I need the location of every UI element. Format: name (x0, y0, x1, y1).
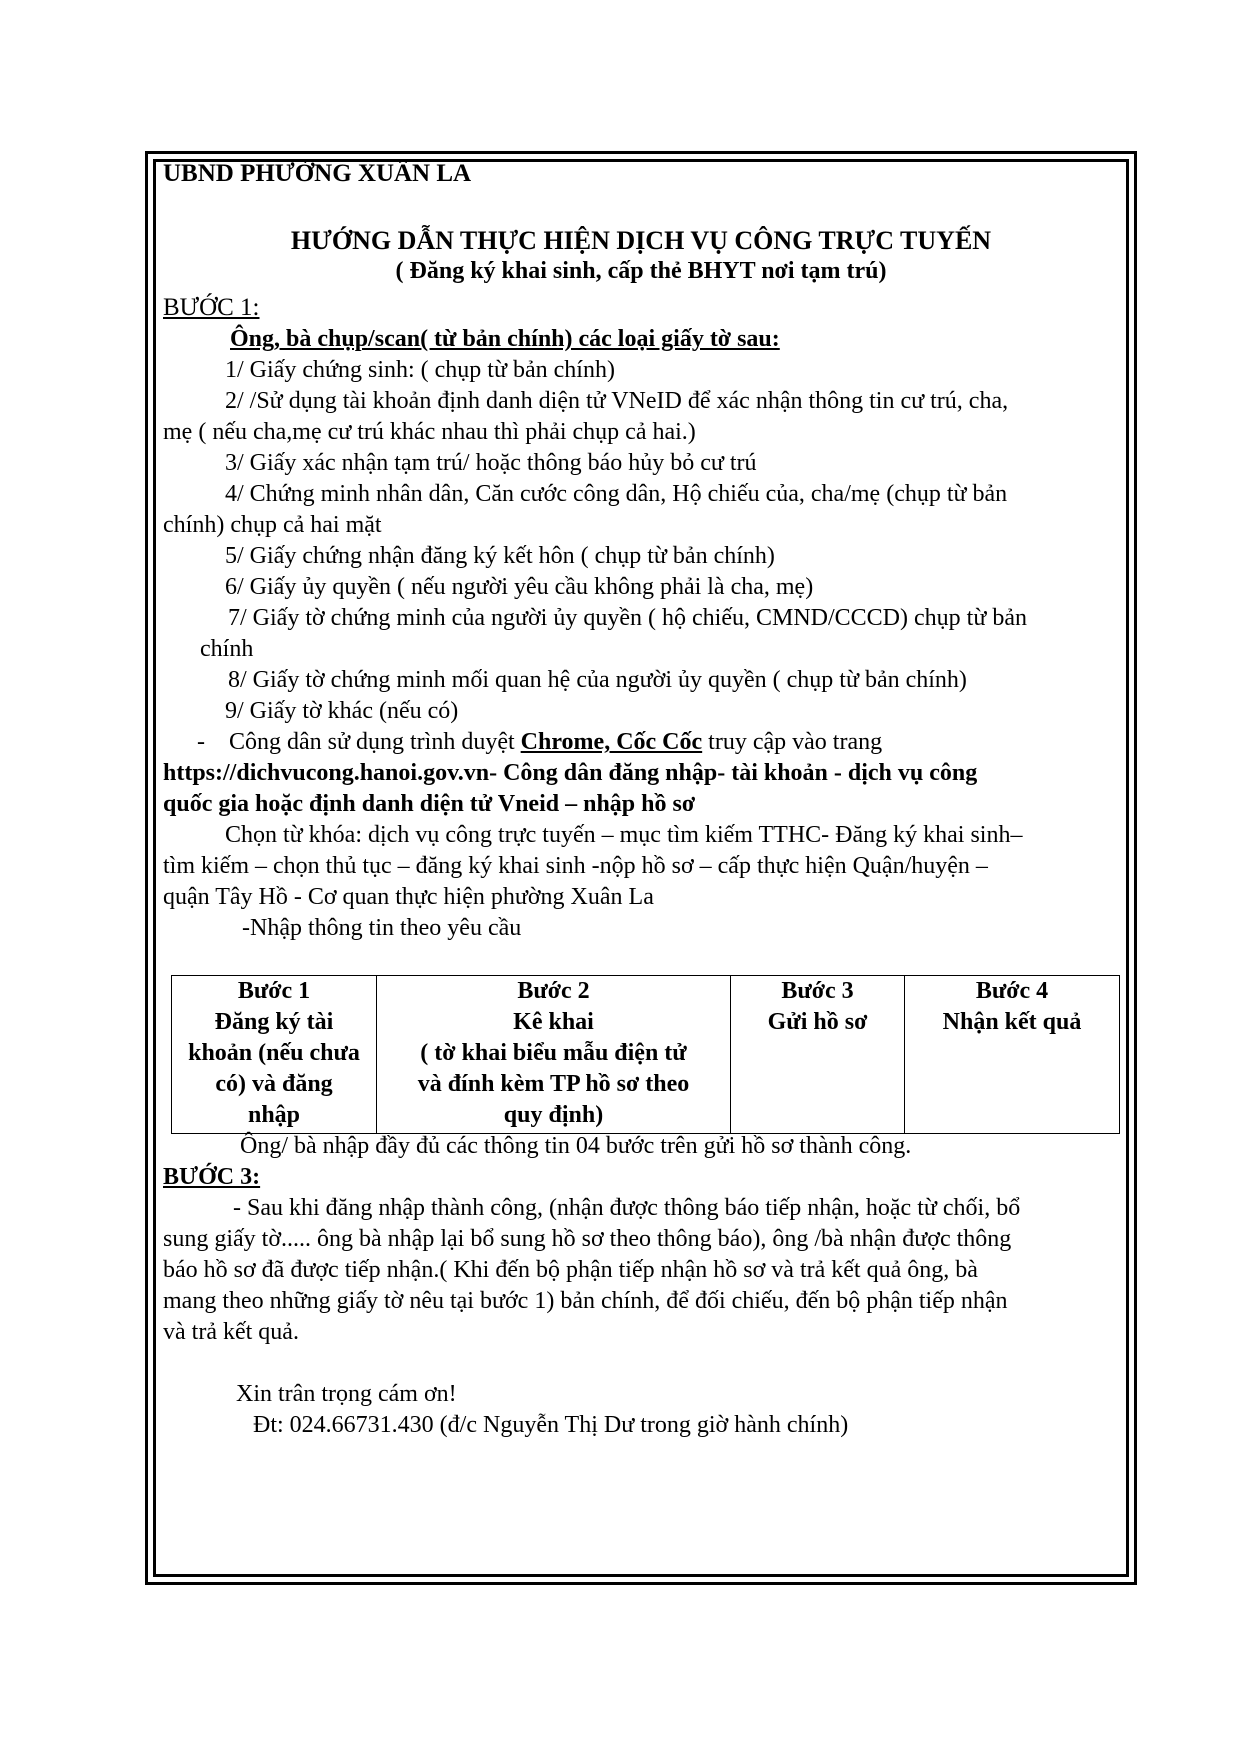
step1-heading (163, 294, 260, 322)
doc-item-9: 9/ Giấy tờ khác (nếu có) (225, 698, 459, 724)
doc-item-3: 3/ Giấy xác nhận tạm trú/ hoặc thông báo hủy bỏ cư trú (225, 450, 757, 476)
step-cell-4 (905, 976, 1120, 1134)
doc-item-2: 2/ /Sử dụng tài khoản định danh diện tử VNeID để xác nhận thông tin cư trú, cha, (225, 388, 1009, 414)
document-subtitle: ( Đăng ký khai sinh, cấp thẻ BHYT nơi tạm trú) (395, 258, 887, 284)
step1-heading-text: BƯỚC 1: (163, 294, 260, 321)
keyword-line-3: quận Tây Hồ - Cơ quan thực hiện phường Xuân La (163, 884, 654, 910)
step-cell-title: Bước 1 (237, 978, 311, 1004)
doc-item-5: 5/ Giấy chứng nhận đăng ký kết hôn ( chụp từ bản chính) (225, 543, 775, 569)
step-cell-line: Gửi hồ sơ (767, 1009, 868, 1035)
steps-table (171, 975, 1120, 1134)
closing-thanks: Xin trân trọng cám ơn! (236, 1381, 457, 1407)
doc-item-4-cont: chính) chụp cả hai mặt (163, 512, 382, 538)
doc-item-6: 6/ Giấy ủy quyền ( nếu người yêu cầu không phải là cha, mẹ) (225, 574, 814, 600)
doc-item-7-cont: chính (200, 636, 254, 662)
step3-line-2: sung giấy tờ..... ông bà nhập lại bổ sung hồ sơ theo thông báo), ông /bà nhận được thông (163, 1226, 1012, 1252)
doc-item-4: 4/ Chứng minh nhân dân, Căn cước công dân, Hộ chiếu của, cha/mẹ (chụp từ bản (225, 481, 1008, 507)
portal-url-line: https://dichvucong.hanoi.gov.vn- Công dân đăng nhập- tài khoản - dịch vụ công (163, 760, 978, 786)
step-cell-line: quy định) (503, 1102, 604, 1128)
step-cell-line: nhập (247, 1102, 301, 1128)
contact-info: Đt: 024.66731.430 (đ/c Nguyễn Thị Dư trong giờ hành chính) (253, 1412, 849, 1438)
doc-item-1: 1/ Giấy chứng sinh: ( chụp từ bản chính) (225, 357, 615, 383)
portal-url-line-cont: quốc gia hoặc định danh diện tử Vneid – nhập hồ sơ (163, 791, 696, 817)
step-cell-title: Bước 2 (517, 978, 590, 1004)
step-cell-line: ( tờ khai biểu mẫu điện tử (420, 1040, 687, 1066)
step-cell-2 (377, 976, 731, 1134)
doc-item-2-cont: mẹ ( nếu cha,mẹ cư trú khác nhau thì phải chụp cả hai.) (163, 419, 696, 445)
step-cell-1 (172, 976, 377, 1134)
step3-line-1: - Sau khi đăng nhập thành công, (nhận được thông báo tiếp nhận, hoặc từ chối, bổ (233, 1195, 1021, 1221)
browser-instruction (197, 729, 882, 756)
keyword-line-2: tìm kiếm – chọn thủ tục – đăng ký khai sinh -nộp hồ sơ – cấp thực hiện Quận/huyện – (163, 853, 988, 879)
step-cell-line: Kê khai (513, 1009, 594, 1035)
doc-item-7: 7/ Giấy tờ chứng minh của người ủy quyền ( hộ chiếu, CMND/CCCD) chụp từ bản (228, 605, 1027, 631)
step-cell-title: Bước 3 (781, 978, 854, 1004)
step-cell-title: Bước 4 (975, 978, 1049, 1004)
browser-names: Chrome, Cốc Cốc (520, 729, 703, 755)
step-cell-line: Nhận kết quả (942, 1009, 1082, 1035)
step3-line-4: mang theo những giấy tờ nêu tại bước 1) bản chính, để đối chiếu, đến bộ phận tiếp nhận (163, 1288, 1008, 1314)
browser-prefix: - Công dân sử dụng trình duyệt (197, 729, 521, 755)
step1-intro: Ông, bà chụp/scan( từ bản chính) các loại giấy tờ sau: (230, 326, 780, 352)
keyword-line-1: Chọn từ khóa: dịch vụ công trực tuyến – mục tìm kiếm TTHC- Đăng ký khai sinh– (225, 822, 1023, 848)
step-cell-3 (731, 976, 905, 1134)
step-cell-line: có) và đăng (215, 1071, 333, 1097)
steps-table-row (172, 976, 1120, 1134)
doc-item-8: 8/ Giấy tờ chứng minh mối quan hệ của người ủy quyền ( chụp từ bản chính) (228, 667, 967, 693)
after-table-note: Ông/ bà nhập đầy đủ các thông tin 04 bước trên gửi hồ sơ thành công. (240, 1133, 912, 1159)
step-cell-line: Đăng ký tài (214, 1009, 334, 1035)
document-title: HƯỚNG DẪN THỰC HIỆN DỊCH VỤ CÔNG TRỰC TUYẾN (290, 226, 992, 255)
step-cell-line: và đính kèm TP hồ sơ theo (417, 1071, 690, 1097)
step3-line-3: báo hồ sơ đã được tiếp nhận.( Khi đến bộ phận tiếp nhận hồ sơ và trả kết quả ông, bà (163, 1257, 978, 1283)
organization-name: UBND PHƯỜNG XUÂN LA (163, 160, 472, 187)
browser-suffix: truy cập vào trang (702, 729, 883, 755)
step-cell-line: khoản (nếu chưa (188, 1040, 360, 1066)
step3-line-5: và trả kết quả. (163, 1319, 299, 1345)
input-note: -Nhập thông tin theo yêu cầu (242, 915, 522, 941)
step3-heading: BƯỚC 3: (163, 1164, 261, 1190)
